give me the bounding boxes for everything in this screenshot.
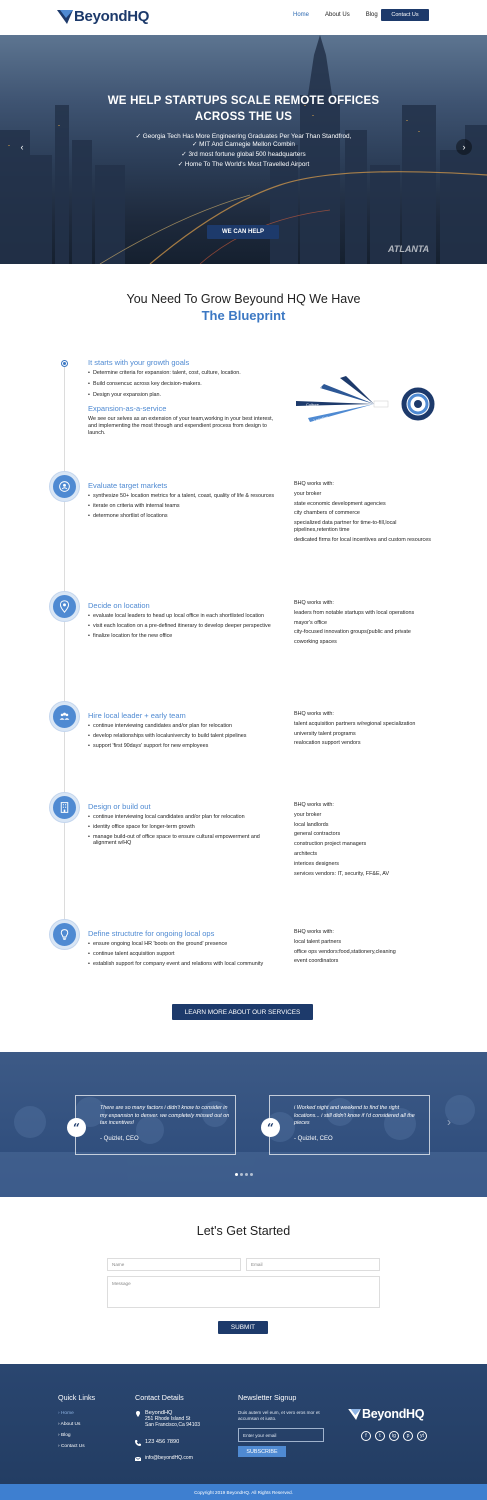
arrow-label-cost: Cost	[313, 384, 323, 391]
list-item: interices designers	[294, 860, 339, 867]
target-arrows-illustration	[290, 372, 440, 436]
step-evaluate	[88, 481, 278, 519]
list-item: • iterate on criteria with internal teams	[88, 503, 278, 510]
list-item: • ensure ongoing local HR 'boots on the ground' presence	[88, 941, 283, 948]
list-item: general contractors	[294, 831, 341, 838]
list-item: • manage build-out of office space to ensure cultural empowerment and alignment w/HQ	[88, 834, 283, 848]
step-heading: Hire local leader + early team	[88, 711, 186, 720]
step-list	[88, 493, 278, 519]
step-ops	[88, 929, 283, 967]
list-item: local landlords	[294, 821, 329, 828]
carousel-dot[interactable]	[235, 1173, 238, 1176]
phone-icon	[135, 1440, 141, 1446]
works-heading: BHQ works with:	[294, 711, 334, 717]
list-item: city chambers of commerce	[294, 510, 360, 517]
list-item: • evaluate local leaders to head up local office in each shortlisted location	[88, 613, 283, 620]
step-icon-build	[50, 793, 79, 822]
works-with-hire	[294, 711, 429, 747]
works-with-ops	[294, 929, 429, 965]
carousel-dots	[235, 1173, 255, 1176]
hero-banner	[0, 35, 487, 264]
logo-text: BeyondHQ	[362, 1407, 425, 1421]
list-item: • continue interviewing local candidates and/or plan for relocation	[88, 814, 283, 821]
pinterest-icon[interactable]: p	[403, 1431, 413, 1441]
nav-about-us[interactable]: About Us	[325, 12, 350, 18]
list-item: event coordinators	[294, 958, 339, 965]
hero-title-line2: ACROSS THE US	[194, 111, 293, 123]
works-with-location	[294, 600, 429, 646]
works-heading: BHQ works with:	[294, 802, 334, 808]
list-item: university talent programs	[294, 730, 356, 737]
list-item: office ops vendors:food,stationery,cleaning	[294, 948, 396, 955]
list-item: • continue interviewing candidates and/or plan for relocation	[88, 723, 283, 730]
subscribe-button[interactable]: SUBSCRIBE	[238, 1446, 286, 1457]
location-pin-icon	[135, 1411, 141, 1417]
hero-bullets	[0, 132, 487, 170]
logo-mark-icon	[57, 10, 73, 24]
nav-blog[interactable]: Blog	[365, 12, 378, 18]
nav-home[interactable]: Home	[293, 12, 310, 18]
site-footer	[0, 1364, 487, 1484]
testimonials-section	[0, 1052, 487, 1197]
get-started-title: Let's Get Started	[196, 1224, 291, 1238]
list-item: leaders from notable startups with local operations	[294, 609, 415, 616]
logo[interactable]	[57, 8, 149, 25]
footer-link-blog[interactable]: › Blog	[58, 1433, 85, 1439]
mail-icon	[135, 1456, 141, 1462]
step-list	[88, 941, 283, 967]
carousel-dot[interactable]	[250, 1173, 253, 1176]
arrow-label-culture: Culture	[306, 402, 319, 407]
learn-more-services-button[interactable]: LEARN MORE ABOUT OUR SERVICES	[172, 1004, 313, 1020]
list-item: coworking spaces	[294, 639, 337, 646]
list-item: • Build consencuc across key decision-makers.	[88, 381, 278, 388]
footer-link-contact[interactable]: › Contact Us	[58, 1444, 85, 1450]
social-links	[361, 1431, 431, 1441]
step-icon-location	[50, 592, 79, 621]
carousel-dot[interactable]	[245, 1173, 248, 1176]
twitter-icon[interactable]: t	[375, 1431, 385, 1441]
timeline-line	[64, 365, 65, 931]
testimonial-author: - Quizlet, CEO	[100, 1136, 139, 1142]
footer-link-home[interactable]: › Home	[58, 1411, 85, 1417]
list-item: • finalize location for the new office	[88, 633, 283, 640]
contact-us-button[interactable]: Contact Us	[381, 9, 429, 21]
list-item: • continue talent acquisition support	[88, 951, 283, 958]
blueprint-title: You Need To Grow Beyound HQ We Have	[126, 292, 361, 306]
testimonial-next-arrow-icon[interactable]: ›	[447, 1115, 451, 1129]
list-item: services vendors: IT, security, FF&E, AV	[294, 870, 390, 877]
company-name: BeyondHQ	[145, 1410, 173, 1416]
contact-address	[145, 1410, 200, 1428]
hero-bullet: ✓ 3rd most fortune global 500 headquarters	[0, 150, 487, 160]
list-item: • visit each location on a pre-defined itinerary to develop deeper perspective	[88, 623, 283, 630]
timeline-start-dot-icon	[61, 360, 68, 367]
hero-bullet: ✓ Home To The World's Most Travelled Airport	[0, 160, 487, 170]
newsletter-title: Newsletter Signup	[238, 1393, 297, 1402]
address-line: 251 Rhode Island St	[145, 1416, 191, 1422]
step-location	[88, 601, 283, 639]
list-item: your broker	[294, 490, 322, 497]
testimonial-quote: There are so many factors i didn't know to consider in my expansion to denver. we completely missed out on tax incentives!	[100, 1105, 230, 1127]
contact-details-title: Contact Details	[135, 1393, 184, 1402]
works-with-evaluate	[294, 481, 439, 544]
step-heading-2: Expansion-as-a-service	[88, 404, 167, 414]
list-item: • Determine criteria for expansion: talent, cost, culture, location.	[88, 370, 278, 377]
step-heading: Design or build out	[88, 802, 151, 811]
works-with-build	[294, 802, 429, 877]
step-heading: Decide on location	[88, 601, 150, 610]
step-list	[88, 814, 283, 847]
step-growth-goals	[88, 358, 278, 437]
quote-icon: “	[67, 1118, 86, 1137]
arrow-label-location: Location	[313, 414, 329, 423]
hero-title	[0, 93, 487, 125]
list-item: talent acquisition partners w/regional specialization	[294, 720, 416, 727]
logo-mark-icon	[348, 1409, 361, 1420]
list-item: • support 'first 90days' support for new employees	[88, 743, 283, 750]
list-item: • develop relationships with localunivercity to build talent pipelines	[88, 733, 283, 740]
newsletter-text: Duis autem vel eum, et vero eros mor et accumsan et iusto.	[238, 1410, 320, 1421]
testimonial-quote: i Worked night and weekend to find the right locations... i still didn't know if i'd considered all the pieces	[294, 1105, 415, 1127]
name-input[interactable]	[107, 1258, 241, 1271]
quick-links	[58, 1406, 85, 1450]
quick-links-title: Quick Links	[58, 1393, 96, 1402]
quote-icon: “	[261, 1118, 280, 1137]
hero-bullet-cont: ✓ MIT And Carnegie Mellon Combin	[0, 140, 487, 150]
list-item: state economic development agencies	[294, 500, 386, 507]
site-header	[0, 0, 487, 35]
list-item: mayor's office	[294, 619, 327, 626]
logo-text: BeyondHQ	[74, 8, 150, 25]
main-nav	[293, 12, 419, 18]
step-list	[88, 613, 283, 639]
step-heading: Define structutre for ongoing local ops	[88, 929, 215, 938]
email-input[interactable]	[246, 1258, 380, 1271]
contact-phone[interactable]: 123 456 7890	[145, 1439, 180, 1445]
team-icon	[58, 710, 71, 723]
newsletter-email-input[interactable]	[238, 1428, 324, 1442]
step-icon-ops	[50, 920, 79, 949]
list-item: dedicated firms for local incentives and custom resources	[294, 536, 431, 543]
step-list	[88, 723, 283, 749]
list-item: architects	[294, 850, 318, 857]
step-heading: Evaluate target markets	[88, 481, 168, 490]
step-icon-hire	[50, 702, 79, 731]
blueprint-subtitle: The Blueprint	[201, 308, 286, 323]
list-item: specialized data partner for time-to-fill,local pipelines,retention time	[294, 520, 397, 533]
step-description: We see our selves as an extension of your team,working in your best interest, and implementing the most through and expendient process from design to launch.	[88, 416, 274, 436]
hero-title-line1: WE HELP STARTUPS SCALE REMOTE OFFICES	[107, 95, 380, 107]
building-icon	[58, 801, 71, 814]
list-item: city-focused innovation groups(public and private	[294, 629, 411, 636]
list-item: • identity office space for longer-term growth	[88, 824, 283, 831]
youtube-icon[interactable]: yt	[417, 1431, 427, 1441]
instagram-icon[interactable]: ig	[389, 1431, 399, 1441]
hero-prev-arrow-icon[interactable]: ‹	[20, 142, 24, 152]
footer-logo[interactable]	[348, 1407, 424, 1421]
people-search-icon	[58, 480, 71, 493]
testimonial-author: - Quizlet, CEO	[294, 1136, 333, 1142]
testimonial-card	[75, 1095, 236, 1155]
hero-next-arrow-icon[interactable]: ›	[456, 139, 472, 155]
submit-button[interactable]: SUBMIT	[218, 1321, 268, 1334]
works-heading: BHQ works with:	[294, 929, 334, 935]
list-item: your broker	[294, 811, 322, 818]
we-can-help-button[interactable]: WE CAN HELP	[207, 225, 279, 239]
step-icon-evaluate	[50, 472, 79, 501]
lightbulb-icon	[58, 928, 71, 941]
step-heading: It starts with your growth goals	[88, 358, 190, 367]
testimonial-card	[269, 1095, 430, 1155]
message-input[interactable]	[107, 1276, 380, 1308]
copyright-bar: Copyright 2019 BeyondHQ. All Rights Reserved.	[0, 1484, 487, 1500]
carousel-dot[interactable]	[240, 1173, 243, 1176]
contact-email[interactable]: info@beyondHQ.com	[145, 1455, 193, 1461]
footer-link-about[interactable]: › About Us	[58, 1422, 85, 1428]
address-line: San Francisco,Ca 94103	[145, 1422, 201, 1428]
works-heading: BHQ works with:	[294, 481, 334, 487]
arrow-label-talent: Talent	[330, 373, 342, 383]
list-item: • synthesize 50+ location metrics for a talent, coast, quality of life & resources	[88, 493, 278, 500]
list-item: • establish support for company event and relations with local community	[88, 961, 283, 968]
hero-bullet: ✓ Georgia Tech Has More Engineering Graduates Per Year Than Standfrod,	[0, 132, 487, 142]
list-item: local talent partners	[294, 938, 342, 945]
list-item: • determone shortlist of locations	[88, 513, 278, 520]
city-watermark: ATLANTA	[388, 244, 430, 254]
map-pin-icon	[58, 600, 71, 613]
list-item: construction project managers	[294, 841, 367, 848]
list-item: realocation support vendors	[294, 740, 361, 747]
step-list	[88, 370, 278, 398]
step-hire	[88, 711, 283, 749]
works-heading: BHQ works with:	[294, 600, 334, 606]
step-build	[88, 802, 283, 847]
list-item: • Design your expansion plan.	[88, 392, 278, 399]
facebook-icon[interactable]: f	[361, 1431, 371, 1441]
